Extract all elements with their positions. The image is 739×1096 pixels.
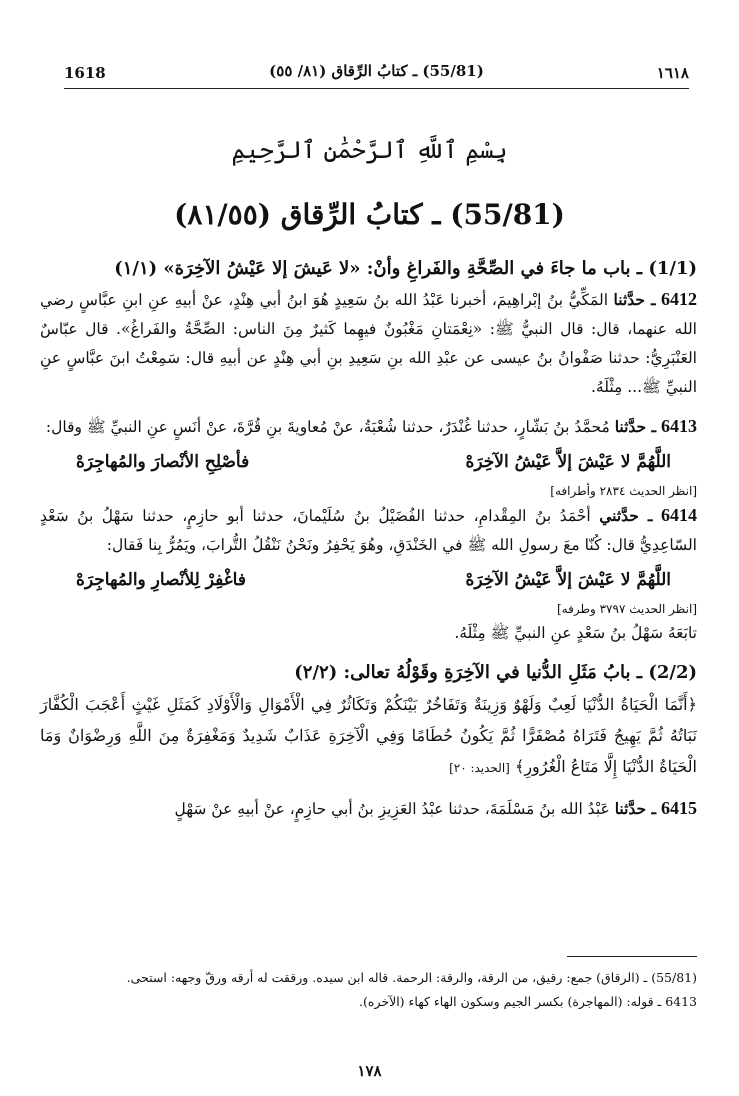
mutaba-note: تابَعَهُ سَهْلُ بنُ سَعْدٍ عنِ النبيِّ ﷺ مِثْلَهُ. [454,624,697,642]
poetry-verse-2 [40,560,697,599]
footnote-2: 6413 ـ قوله: (المهاجرة) بكسر الجيم وسكون الهاء كهاء (الآخره). [359,994,697,1009]
hadith-number: 6412 [660,289,697,309]
verse-second-hemistich: فأصْلِحِ الأنْصارَ والمُهاجِرَهْ [76,452,250,472]
hadith-text: عَبْدُ الله بنُ مَسْلَمَةَ، حدثنا عبْدُ العَزِيزِ بنُ أبي حازِمٍ، عنْ أبيهِ عنْ سَهْلٍ [174,800,610,818]
hadith-6415 [40,794,697,824]
quran-text: ﴿أَنَّمَا الْحَيَاةُ الدُّنْيَا لَعِبٌ وَلَهْوٌ وَزِينَةٌ وَتَفَاخُرٌ بَيْنَكُمْ وَتَكَاثُرٌ فِي الْأَمْوَالِ وَالْأَوْلَادِ كَمَثَلِ غَيْثٍ أَعْجَبَ الْكُفَّارَ نَبَاتُهُ ثُمَّ يَهِيجُ فَتَرَاهُ مُصْفَرًّا ثُمَّ يَكُونُ حُطَامًا وَفِي الْآخِرَةِ عَذَابٌ شَدِيدٌ وَمَغْفِرَةٌ مِنَ اللَّهِ وَرِضْوَانٌ وَمَا الْحَيَاةُ الدُّنْيَا إِلَّا مَتَاعُ الْغُرُورِ﴾ [40,695,697,776]
page-number-footer: ١٧٨ [357,1062,382,1080]
hadith-6414 [40,501,697,560]
hadith-text: أحْمَدُ بنُ المِقْدامِ، حدثنا الفُضَيْلُ بنُ سُلَيْمانَ، حدثنا أبو حازِمٍ، حدثنا سَهْلُ بنُ سَعْدٍ السّاعِدِيُّ قال: كُنّا معَ رسولِ الله ﷺ في الخَنْدَقِ، وهُوَ يَحْفِرُ ونَحْنُ نَنْقُلُ التُّرابَ، ويَمُرُّ بِنا فَقال: [40,507,697,554]
hadith-text: مُحمَّدُ بنُ بَشّارٍ، حدثنا غُنْدَرٌ، حدثنا شُعْبَةُ، عنْ مُعاويةَ بنِ قُرَّةَ، عنْ أنَسٍ عنِ النبيِّ ﷺ وقال: [45,418,610,436]
footnotes [40,966,697,1014]
hadith-6413 [40,412,697,442]
page-number-latin: 1618 [64,64,106,82]
hadith-number: 6413 [661,416,697,436]
quran-verse [40,689,697,784]
poetry-verse-1 [40,442,697,481]
hadith-number: 6414 [661,505,697,525]
running-title: (55/81) ـ كتابُ الرِّقاق (٨١/ ٥٥) [269,62,484,80]
cross-reference: [انظر الحديث ٣٧٩٧ وطرفه] [556,602,697,616]
page-number-arabic: ١٦١٨ [656,64,689,82]
basmala: بِسْمِ ٱللَّهِ ٱلرَّحْمَٰنِ ٱلرَّحِيمِ [231,136,508,164]
hadith-lead: ـ حدَّثنا [614,417,657,436]
verse-first-hemistich: اللَّهُمَّ لا عَيْشَ إلاَّ عَيْشُ الآخِرَهْ [465,452,671,472]
hadith-number: 6415 [661,798,697,818]
hadith-text: المَكِّيُّ بنُ إبْراهِيمَ، أخبرنا عَبْدُ الله بنُ سَعِيدٍ هُوَ ابنُ أبي هِنْدٍ، عنْ أبيهِ عنِ ابنِ عبَّاسٍ رضي الله عنهما، قال: قال النبيُّ ﷺ: «نِعْمَتانِ مَغْبُونٌ فيهِما كَثيرٌ مِنَ الناس: الصِّحَّةُ والفَراغُ». قال عبّاسٌ العَنْبَرِيُّ: حدثنا صَفْوانُ بنُ عيسى عن عبْدِ الله بنِ سَعِيدِ بنِ أبي هِنْدٍ عن أبيهِ قال: سَمِعْتُ ابنَ عبَّاسٍ عنِ النبيِّ ﷺ... مِثْلَهُ. [40,291,697,396]
hadith-lead: ـ حدَّثني [599,506,653,525]
verse-second-hemistich: فاغْفِرْ لِلأنْصارِ والمُهاجِرَهْ [76,570,246,590]
chapter-heading-2: (2/2) ـ بابُ مَثَلِ الدُّنيا في الآخِرَةِ وقَوْلُهُ تعالى: (٢/٢) [294,662,697,683]
chapter-heading-1: (1/1) ـ باب ما جاءَ في الصِّحَّةِ والفَراغِ وأنْ: «لا عَيشَ إلا عَيْشُ الآخِرَة» (١/١) [114,258,697,279]
hadith-6412 [40,285,697,402]
book-title: (55/81) ـ كتابُ الرِّقاق (٨١/٥٥) [174,198,565,231]
running-header [64,58,689,89]
verse-first-hemistich: اللَّهُمَّ لا عَيْشَ إلاَّ عَيْشُ الآخِرَهْ [465,570,671,590]
hadith-lead: ـ حدَّثنا [613,290,656,309]
footnote-1: (55/81) ـ (الرقاق) جمع: رقيق، من الرقة، والرقة: الرحمة. قاله ابن سيده. ورققت له أرقه ورقّ وجهه: استحى. [126,970,697,985]
quran-reference: [الحديد: ٢٠] [449,761,510,775]
footnote-divider [567,956,697,957]
main-text [40,254,697,824]
hadith-lead: ـ حدَّثنا [614,799,657,818]
cross-reference: [انظر الحديث ٢٨٣٤ وأطرافه] [550,484,697,498]
